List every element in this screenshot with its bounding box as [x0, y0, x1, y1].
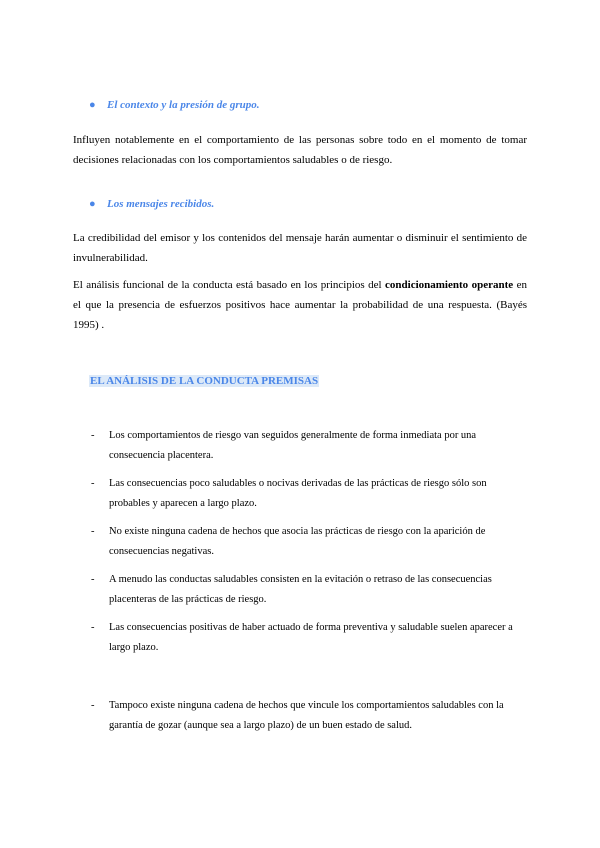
dash-marker: - [91, 574, 95, 585]
bullet-heading-messages [89, 198, 214, 210]
list-item [91, 474, 521, 514]
list-item-text: Las consecuencias positivas de haber actuado de forma preventiva y saludable suelen aparecer a largo plazo. [109, 622, 513, 653]
list-item [91, 696, 521, 736]
list-item-text: Tampoco existe ninguna cadena de hechos que vincule los comportamientos saludables con la garantía de gozar (aunque sea a largo plazo) de un buen estado de salud. [109, 700, 504, 731]
list-item-text: Las consecuencias poco saludables o nocivas derivadas de las prácticas de riesgo sólo son probables y aparecen a largo plazo. [109, 478, 487, 509]
context-paragraph: Influyen notablemente en el comportamiento de las personas sobre todo en el momento de tomar decisiones relacionadas con los comportamientos saludables o de riesgo. [73, 134, 527, 166]
analysis-text-bold: condicionamiento operante [385, 279, 514, 291]
bullet-heading-context [89, 99, 259, 111]
dash-marker: - [91, 700, 95, 711]
heading-text: Los mensajes recibidos. [107, 198, 215, 210]
list-item-text: A menudo las conductas saludables consisten en la evitación o retraso de las consecuencias placenteras de las prácticas de riesgo. [109, 574, 492, 605]
bullet-icon: ● [89, 198, 96, 210]
messages-paragraph: La credibilidad del emisor y los contenidos del mensaje harán aumentar o disminuir el sentimiento de invulnerabilidad. [73, 232, 527, 264]
dash-marker: - [91, 526, 95, 537]
dash-marker: - [91, 430, 95, 441]
list-item [91, 426, 521, 466]
dash-marker: - [91, 622, 95, 633]
list-item [91, 618, 521, 658]
list-item-text: Los comportamientos de riesgo van seguidos generalmente de forma inmediata por una consecuencia placentera. [109, 430, 477, 461]
heading-text: El contexto y la presión de grupo. [107, 99, 260, 111]
list-item-text: No existe ninguna cadena de hechos que asocia las prácticas de riesgo con la aparición de consecuencias negativas. [109, 526, 486, 557]
list-item [91, 570, 521, 610]
analysis-text-end: en el que la presencia de esfuerzos positivos hace aumentar la probabilidad de una respuesta. (Bayés 1995) . [73, 279, 527, 331]
bullet-icon: ● [89, 99, 96, 111]
premises-title: EL ANÁLISIS DE LA CONDUCTA PREMISAS [90, 375, 319, 387]
dash-marker: - [91, 478, 95, 489]
list-item [91, 522, 521, 562]
analysis-text-start: El análisis funcional de la conducta está basado en los principios del [73, 279, 386, 291]
analysis-paragraph [73, 275, 527, 335]
